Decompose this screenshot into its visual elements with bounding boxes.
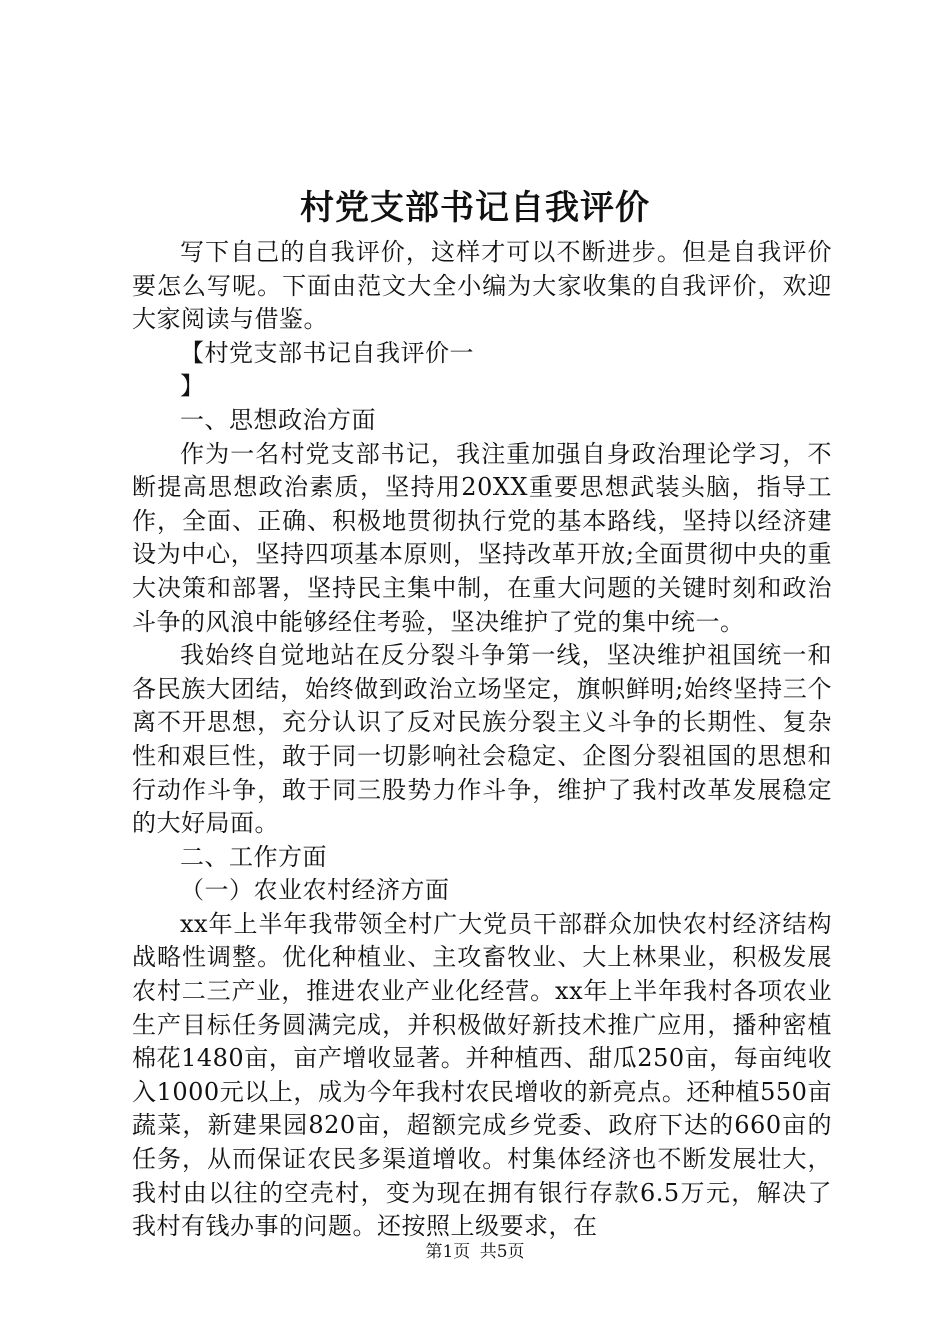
page-total: 共5页: [479, 1242, 525, 1262]
subheading-agriculture: （一）农业农村经济方面: [180, 876, 450, 905]
intro-paragraph: 写下自己的自我评价，这样才可以不断进步。但是自我评价要怎么写呢。下面由范文大全小编为大家收集的自我评价，欢迎大家阅读与借鉴。: [132, 238, 832, 334]
page-footer: [0, 1240, 950, 1264]
document-body: [132, 236, 832, 1244]
subheading-political: 一、思想政治方面: [180, 405, 376, 434]
document-title: 村党支部书记自我评价: [300, 188, 650, 228]
paragraph-unity: 我始终自觉地站在反分裂斗争第一线，坚决维护祖国统一和各民族大团结，始终做到政治立场坚定，旗帜鲜明;始终坚持三个离不开思想，充分认识了反对民族分裂主义斗争的长期性、复杂性和艰巨性，敢于同一切影响社会稳定、企图分裂祖国的思想和行动作斗争，敢于同三股势力作斗争，维护了我村改革发展稳定的大好局面。: [132, 641, 832, 838]
subheading-work: 二、工作方面: [180, 842, 327, 871]
page-number: 第1页: [425, 1242, 471, 1262]
paragraph-agriculture: xx年上半年我带领全村广大党员干部群众加快农村经济结构战略性调整。优化种植业、主攻畜牧业、大上林果业，积极发展农村二三产业，推进农业产业化经营。xx年上半年我村各项农业生产目标任务圆满完成，并积极做好新技术推广应用，播种密植棉花1480亩，亩产增收显著。并种植西、甜瓜250亩，每亩纯收入1000元以上，成为今年我村农民增收的新亮点。还种植550亩蔬菜，新建果园820亩，超额完成乡党委、政府下达的660亩的任务，从而保证农民多渠道增收。村集体经济也不断发展壮大，我村由以往的空壳村，变为现在拥有银行存款6.5万元，解决了我村有钱办事的问题。还按照上级要求，在: [132, 909, 832, 1241]
paragraph-political-study: 作为一名村党支部书记，我注重加强自身政治理论学习，不断提高思想政治素质，坚持用20XX重要思想武装头脑，指导工作，全面、正确、积极地贯彻执行党的基本路线，坚持以经济建设为中心，坚持四项基本原则，坚持改革开放;全面贯彻中央的重大决策和部署，坚持民主集中制，在重大问题的关键时刻和政治斗争的风浪中能够经住考验，坚决维护了党的集中统一。: [132, 439, 832, 636]
section-heading-part-2: 】: [180, 372, 205, 401]
section-heading-part-1: 【村党支部书记自我评价一: [180, 338, 474, 367]
